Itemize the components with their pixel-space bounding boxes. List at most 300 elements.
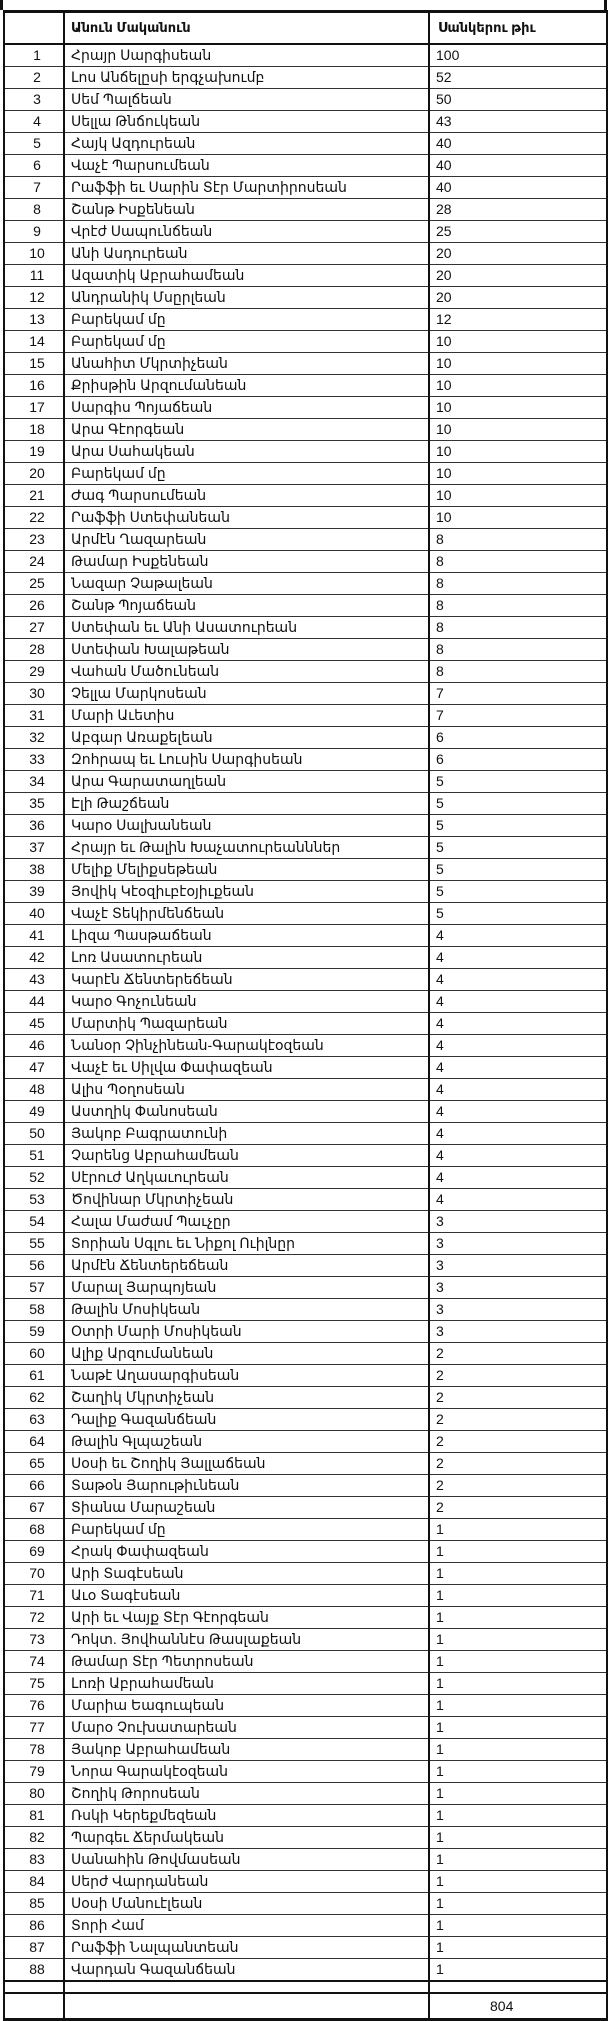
row-amount-cell: 1 xyxy=(429,1915,607,1937)
row-number-cell: 26 xyxy=(4,595,64,617)
row-amount-cell: 50 xyxy=(429,89,607,111)
row-amount-cell: 1 xyxy=(429,1519,607,1541)
row-number-cell: 52 xyxy=(4,1167,64,1189)
row-number-cell: 76 xyxy=(4,1695,64,1717)
row-amount-cell: 4 xyxy=(429,969,607,991)
table-row xyxy=(4,44,607,67)
row-amount-cell: 1 xyxy=(429,1827,607,1849)
table-body xyxy=(4,44,607,1981)
table-row xyxy=(4,1827,607,1849)
table-row xyxy=(4,441,607,463)
row-name-cell: Քրիսթին Արզումանեան xyxy=(64,375,429,397)
row-name-cell: Արի եւ Վայք Տէր Գէորգեան xyxy=(64,1607,429,1629)
row-number-cell: 57 xyxy=(4,1277,64,1299)
row-name-cell: Արա Գարատաղլեան xyxy=(64,771,429,793)
row-amount-cell: 20 xyxy=(429,265,607,287)
row-name-cell: Բարեկամ մը xyxy=(64,1519,429,1541)
row-number-cell: 88 xyxy=(4,1959,64,1982)
table-row xyxy=(4,67,607,89)
row-name-cell: Ռսկի Կերեքմեզեան xyxy=(64,1805,429,1827)
row-name-cell: Մելիք Մելիքսեթեան xyxy=(64,859,429,881)
row-number-cell: 12 xyxy=(4,287,64,309)
row-number-cell: 66 xyxy=(4,1475,64,1497)
row-amount-cell: 12 xyxy=(429,309,607,331)
table-row xyxy=(4,1607,607,1629)
header-amount-cell: Սանկերու թիւ xyxy=(429,12,607,45)
top-right-border-line xyxy=(604,0,607,10)
table-row xyxy=(4,287,607,309)
table-row xyxy=(4,1167,607,1189)
row-amount-cell: 4 xyxy=(429,1079,607,1101)
row-name-cell: Սօսի Մանուէլեան xyxy=(64,1893,429,1915)
row-name-cell: Լոս Անճելըսի երգչախումբ xyxy=(64,67,429,89)
row-name-cell: Չելլա Մարկոսեան xyxy=(64,683,429,705)
table-row xyxy=(4,1453,607,1475)
row-number-cell: 19 xyxy=(4,441,64,463)
row-name-cell: Մարօ Չուխատարեան xyxy=(64,1717,429,1739)
table-row xyxy=(4,727,607,749)
table-row xyxy=(4,793,607,815)
table-row xyxy=(4,1761,607,1783)
row-number-cell: 5 xyxy=(4,133,64,155)
row-number-cell: 6 xyxy=(4,155,64,177)
table-row xyxy=(4,1431,607,1453)
row-amount-cell: 4 xyxy=(429,947,607,969)
row-name-cell: Բարեկամ մը xyxy=(64,309,429,331)
table-row xyxy=(4,705,607,727)
row-number-cell: 72 xyxy=(4,1607,64,1629)
row-number-cell: 74 xyxy=(4,1651,64,1673)
table-row xyxy=(4,1585,607,1607)
row-number-cell: 15 xyxy=(4,353,64,375)
row-number-cell: 77 xyxy=(4,1717,64,1739)
row-name-cell: Զոհրապ եւ Լուսին Սարգիսեան xyxy=(64,749,429,771)
header-number-cell xyxy=(4,12,64,45)
table-row xyxy=(4,771,607,793)
row-number-cell: 86 xyxy=(4,1915,64,1937)
table-row xyxy=(4,1497,607,1519)
row-number-cell: 31 xyxy=(4,705,64,727)
table-row xyxy=(4,353,607,375)
row-number-cell: 2 xyxy=(4,67,64,89)
row-name-cell: Արի Տագէսեան xyxy=(64,1563,429,1585)
table-row xyxy=(4,1123,607,1145)
table-spacer-row xyxy=(4,1981,607,1993)
row-amount-cell: 1 xyxy=(429,1585,607,1607)
row-name-cell: Ազատիկ Աբրահամեան xyxy=(64,265,429,287)
row-number-cell: 60 xyxy=(4,1343,64,1365)
table-row xyxy=(4,1519,607,1541)
row-amount-cell: 5 xyxy=(429,881,607,903)
row-name-cell: Լոռի Աբրահամեան xyxy=(64,1673,429,1695)
table-row xyxy=(4,243,607,265)
table-row xyxy=(4,881,607,903)
row-amount-cell: 5 xyxy=(429,837,607,859)
table-row xyxy=(4,1541,607,1563)
table-row xyxy=(4,1145,607,1167)
row-number-cell: 36 xyxy=(4,815,64,837)
row-name-cell: Տորի Համ xyxy=(64,1915,429,1937)
row-name-cell: Սելլա Թնճուկեան xyxy=(64,111,429,133)
row-name-cell: Նանօր Չինչինեան-Գարակէօզեան xyxy=(64,1035,429,1057)
row-amount-cell: 1 xyxy=(429,1739,607,1761)
row-number-cell: 28 xyxy=(4,639,64,661)
table-total-row xyxy=(4,1993,607,2020)
row-amount-cell: 3 xyxy=(429,1299,607,1321)
row-amount-cell: 1 xyxy=(429,1959,607,1982)
row-amount-cell: 5 xyxy=(429,771,607,793)
row-number-cell: 69 xyxy=(4,1541,64,1563)
row-number-cell: 87 xyxy=(4,1937,64,1959)
row-name-cell: Անդրանիկ Մսըրլեան xyxy=(64,287,429,309)
row-number-cell: 10 xyxy=(4,243,64,265)
row-name-cell: Թամար Տէր Պետրոսեան xyxy=(64,1651,429,1673)
spacer-cell xyxy=(429,1981,607,1993)
row-name-cell: Կարօ Սալխանեան xyxy=(64,815,429,837)
row-name-cell: Վաչէ Տեկիրմենճեան xyxy=(64,903,429,925)
table-row xyxy=(4,1299,607,1321)
row-number-cell: 40 xyxy=(4,903,64,925)
row-name-cell: Մարալ Յարպոյեան xyxy=(64,1277,429,1299)
row-amount-cell: 28 xyxy=(429,199,607,221)
table-row xyxy=(4,419,607,441)
row-name-cell: Աբգար Առաքելեան xyxy=(64,727,429,749)
row-number-cell: 22 xyxy=(4,507,64,529)
row-name-cell: Բարեկամ մը xyxy=(64,331,429,353)
row-number-cell: 25 xyxy=(4,573,64,595)
row-amount-cell: 1 xyxy=(429,1629,607,1651)
row-amount-cell: 8 xyxy=(429,661,607,683)
table-row xyxy=(4,1695,607,1717)
table-row xyxy=(4,683,607,705)
table-row xyxy=(4,1651,607,1673)
row-amount-cell: 1 xyxy=(429,1717,607,1739)
total-amount-cell: 804 xyxy=(429,1993,607,2020)
row-amount-cell: 8 xyxy=(429,617,607,639)
table-row xyxy=(4,111,607,133)
header-name-cell: Անուն Մականուն xyxy=(64,12,429,45)
row-number-cell: 11 xyxy=(4,265,64,287)
row-name-cell: Րաֆֆի Ստեփանեան xyxy=(64,507,429,529)
donor-table xyxy=(3,10,608,2021)
table-row xyxy=(4,573,607,595)
row-name-cell: Դալիք Գազանճեան xyxy=(64,1409,429,1431)
row-number-cell: 84 xyxy=(4,1871,64,1893)
row-amount-cell: 2 xyxy=(429,1497,607,1519)
table-row xyxy=(4,1233,607,1255)
table-row xyxy=(4,1387,607,1409)
row-amount-cell: 5 xyxy=(429,815,607,837)
row-amount-cell: 10 xyxy=(429,463,607,485)
table-row xyxy=(4,133,607,155)
table-row xyxy=(4,1739,607,1761)
row-number-cell: 56 xyxy=(4,1255,64,1277)
row-name-cell: Բարեկամ մը xyxy=(64,463,429,485)
table-row xyxy=(4,1277,607,1299)
table-row xyxy=(4,177,607,199)
row-name-cell: Րաֆֆի Նալպանտեան xyxy=(64,1937,429,1959)
row-name-cell: Տաթօն Յարութիւնեան xyxy=(64,1475,429,1497)
table-row xyxy=(4,837,607,859)
row-number-cell: 82 xyxy=(4,1827,64,1849)
spacer-cell xyxy=(4,1981,64,1993)
row-number-cell: 81 xyxy=(4,1805,64,1827)
table-row xyxy=(4,1629,607,1651)
row-name-cell: Ստեփան Խալաթեան xyxy=(64,639,429,661)
row-name-cell: Անահիտ Մկրտիչեան xyxy=(64,353,429,375)
row-name-cell: Շանթ Իսքենեան xyxy=(64,199,429,221)
row-amount-cell: 100 xyxy=(429,44,607,67)
row-number-cell: 64 xyxy=(4,1431,64,1453)
row-amount-cell: 2 xyxy=(429,1343,607,1365)
table-row xyxy=(4,991,607,1013)
table-row xyxy=(4,1035,607,1057)
total-number-cell xyxy=(4,1993,64,2020)
table-row xyxy=(4,1079,607,1101)
table-row xyxy=(4,1959,607,1982)
row-number-cell: 42 xyxy=(4,947,64,969)
row-name-cell: Տորիան Սգլու եւ Նիքոլ Ուիլնըր xyxy=(64,1233,429,1255)
top-left-border-line xyxy=(0,0,3,10)
row-amount-cell: 4 xyxy=(429,1189,607,1211)
row-number-cell: 47 xyxy=(4,1057,64,1079)
row-amount-cell: 3 xyxy=(429,1211,607,1233)
row-name-cell: Անի Ասդուրեան xyxy=(64,243,429,265)
row-number-cell: 50 xyxy=(4,1123,64,1145)
row-number-cell: 4 xyxy=(4,111,64,133)
row-name-cell: Արմէն Ճենտերեճեան xyxy=(64,1255,429,1277)
row-amount-cell: 25 xyxy=(429,221,607,243)
table-row xyxy=(4,1101,607,1123)
row-amount-cell: 10 xyxy=(429,507,607,529)
row-amount-cell: 4 xyxy=(429,1013,607,1035)
row-name-cell: Յակոբ Բագրատունի xyxy=(64,1123,429,1145)
table-row xyxy=(4,199,607,221)
table-row xyxy=(4,529,607,551)
row-name-cell: Սօսի եւ Շողիկ Յալլաճեան xyxy=(64,1453,429,1475)
table-header-row xyxy=(4,12,607,45)
row-amount-cell: 8 xyxy=(429,639,607,661)
row-amount-cell: 2 xyxy=(429,1475,607,1497)
row-number-cell: 30 xyxy=(4,683,64,705)
row-amount-cell: 7 xyxy=(429,705,607,727)
row-number-cell: 13 xyxy=(4,309,64,331)
spacer-cell xyxy=(64,1981,429,1993)
row-name-cell: Արա Գէորգեան xyxy=(64,419,429,441)
row-amount-cell: 1 xyxy=(429,1563,607,1585)
table-row xyxy=(4,309,607,331)
row-number-cell: 35 xyxy=(4,793,64,815)
row-amount-cell: 4 xyxy=(429,1167,607,1189)
table-row xyxy=(4,155,607,177)
top-border xyxy=(0,0,609,10)
table-row xyxy=(4,1189,607,1211)
table-row xyxy=(4,1673,607,1695)
table-row xyxy=(4,1871,607,1893)
row-number-cell: 51 xyxy=(4,1145,64,1167)
row-number-cell: 38 xyxy=(4,859,64,881)
row-amount-cell: 1 xyxy=(429,1541,607,1563)
table-row xyxy=(4,617,607,639)
row-amount-cell: 4 xyxy=(429,1035,607,1057)
row-name-cell: Ալիս Պօղոսեան xyxy=(64,1079,429,1101)
table-row xyxy=(4,1717,607,1739)
row-amount-cell: 3 xyxy=(429,1277,607,1299)
row-name-cell: Ծովինար Մկրտիչեան xyxy=(64,1189,429,1211)
row-name-cell: Յովիկ Կէօզիւբէօյիւքեան xyxy=(64,881,429,903)
row-number-cell: 24 xyxy=(4,551,64,573)
row-amount-cell: 5 xyxy=(429,859,607,881)
row-name-cell: Սեմ Պալճեան xyxy=(64,89,429,111)
row-number-cell: 32 xyxy=(4,727,64,749)
row-amount-cell: 4 xyxy=(429,925,607,947)
row-number-cell: 41 xyxy=(4,925,64,947)
row-name-cell: Հրակ Փափազեան xyxy=(64,1541,429,1563)
table-row xyxy=(4,485,607,507)
row-name-cell: Ալիք Արզումանեան xyxy=(64,1343,429,1365)
row-number-cell: 16 xyxy=(4,375,64,397)
row-amount-cell: 5 xyxy=(429,793,607,815)
row-number-cell: 45 xyxy=(4,1013,64,1035)
table-row xyxy=(4,1057,607,1079)
row-name-cell: Արմէն Ղազարեան xyxy=(64,529,429,551)
row-number-cell: 46 xyxy=(4,1035,64,1057)
row-amount-cell: 10 xyxy=(429,485,607,507)
row-amount-cell: 3 xyxy=(429,1255,607,1277)
table-row xyxy=(4,1849,607,1871)
table-row xyxy=(4,1475,607,1497)
row-name-cell: Վրէժ Սապունճեան xyxy=(64,221,429,243)
table-row xyxy=(4,507,607,529)
row-name-cell: Արա Սահակեան xyxy=(64,441,429,463)
row-number-cell: 63 xyxy=(4,1409,64,1431)
row-amount-cell: 10 xyxy=(429,375,607,397)
row-number-cell: 61 xyxy=(4,1365,64,1387)
row-name-cell: Հրայր Սարգիսեան xyxy=(64,44,429,67)
row-number-cell: 62 xyxy=(4,1387,64,1409)
table-row xyxy=(4,969,607,991)
row-amount-cell: 4 xyxy=(429,1057,607,1079)
row-amount-cell: 2 xyxy=(429,1409,607,1431)
row-name-cell: Տիանա Մարաշեան xyxy=(64,1497,429,1519)
table-row xyxy=(4,1805,607,1827)
row-number-cell: 68 xyxy=(4,1519,64,1541)
row-amount-cell: 20 xyxy=(429,287,607,309)
table-row xyxy=(4,265,607,287)
row-amount-cell: 8 xyxy=(429,529,607,551)
row-name-cell: Աստղիկ Փանոսեան xyxy=(64,1101,429,1123)
table-row xyxy=(4,1893,607,1915)
row-number-cell: 59 xyxy=(4,1321,64,1343)
row-amount-cell: 4 xyxy=(429,1123,607,1145)
table-row xyxy=(4,221,607,243)
row-number-cell: 58 xyxy=(4,1299,64,1321)
row-number-cell: 18 xyxy=(4,419,64,441)
row-number-cell: 44 xyxy=(4,991,64,1013)
row-number-cell: 48 xyxy=(4,1079,64,1101)
table-row xyxy=(4,1321,607,1343)
row-amount-cell: 3 xyxy=(429,1321,607,1343)
row-amount-cell: 1 xyxy=(429,1783,607,1805)
row-name-cell: Նաթէ Աղասարգիսեան xyxy=(64,1365,429,1387)
row-amount-cell: 5 xyxy=(429,903,607,925)
row-number-cell: 27 xyxy=(4,617,64,639)
row-number-cell: 65 xyxy=(4,1453,64,1475)
row-name-cell: Օտրի Մարի Մոսիկեան xyxy=(64,1321,429,1343)
table-row xyxy=(4,815,607,837)
row-name-cell: Լոռ Ասատուրեան xyxy=(64,947,429,969)
row-amount-cell: 2 xyxy=(429,1431,607,1453)
row-amount-cell: 4 xyxy=(429,991,607,1013)
row-amount-cell: 40 xyxy=(429,155,607,177)
row-number-cell: 37 xyxy=(4,837,64,859)
table-row xyxy=(4,1365,607,1387)
row-name-cell: Թալին Գլպաշեան xyxy=(64,1431,429,1453)
row-name-cell: Րաֆֆի եւ Սարին Տէր Մարտիրոսեան xyxy=(64,177,429,199)
row-name-cell: Յակոբ Աբրահամեան xyxy=(64,1739,429,1761)
table-row xyxy=(4,639,607,661)
row-name-cell: Թամար Իսքենեան xyxy=(64,551,429,573)
row-amount-cell: 40 xyxy=(429,133,607,155)
row-name-cell: Վաչէ եւ Սիլվա Փափազեան xyxy=(64,1057,429,1079)
row-number-cell: 8 xyxy=(4,199,64,221)
row-number-cell: 9 xyxy=(4,221,64,243)
row-name-cell: Մարի Աւետիս xyxy=(64,705,429,727)
table-row xyxy=(4,595,607,617)
table-row xyxy=(4,947,607,969)
row-amount-cell: 1 xyxy=(429,1805,607,1827)
row-name-cell: Վաչէ Պարսումեան xyxy=(64,155,429,177)
row-name-cell: Հայկ Ազդուրեան xyxy=(64,133,429,155)
row-name-cell: Կարօ Գոչունեան xyxy=(64,991,429,1013)
row-number-cell: 79 xyxy=(4,1761,64,1783)
row-number-cell: 53 xyxy=(4,1189,64,1211)
row-amount-cell: 2 xyxy=(429,1387,607,1409)
row-name-cell: Սէրուժ Աղկաւուրեան xyxy=(64,1167,429,1189)
row-name-cell: Ստեփան եւ Անի Ասատուրեան xyxy=(64,617,429,639)
row-number-cell: 85 xyxy=(4,1893,64,1915)
table-row xyxy=(4,1255,607,1277)
row-number-cell: 83 xyxy=(4,1849,64,1871)
row-amount-cell: 1 xyxy=(429,1761,607,1783)
row-number-cell: 14 xyxy=(4,331,64,353)
row-amount-cell: 7 xyxy=(429,683,607,705)
row-name-cell: Սանահին Թովմասեան xyxy=(64,1849,429,1871)
row-number-cell: 33 xyxy=(4,749,64,771)
table-row xyxy=(4,397,607,419)
table-row xyxy=(4,1013,607,1035)
row-number-cell: 54 xyxy=(4,1211,64,1233)
row-name-cell: Սերժ Վարդանեան xyxy=(64,1871,429,1893)
row-amount-cell: 1 xyxy=(429,1673,607,1695)
row-number-cell: 75 xyxy=(4,1673,64,1695)
row-name-cell: Հրայր եւ Թալին Խաչատուրեանններ xyxy=(64,837,429,859)
row-number-cell: 80 xyxy=(4,1783,64,1805)
row-amount-cell: 4 xyxy=(429,1145,607,1167)
row-amount-cell: 1 xyxy=(429,1871,607,1893)
row-number-cell: 7 xyxy=(4,177,64,199)
row-number-cell: 21 xyxy=(4,485,64,507)
table-row xyxy=(4,1409,607,1431)
row-number-cell: 23 xyxy=(4,529,64,551)
row-number-cell: 29 xyxy=(4,661,64,683)
row-amount-cell: 2 xyxy=(429,1453,607,1475)
row-number-cell: 49 xyxy=(4,1101,64,1123)
row-number-cell: 67 xyxy=(4,1497,64,1519)
row-name-cell: Աւօ Տագէսեան xyxy=(64,1585,429,1607)
row-amount-cell: 8 xyxy=(429,551,607,573)
table-row xyxy=(4,89,607,111)
